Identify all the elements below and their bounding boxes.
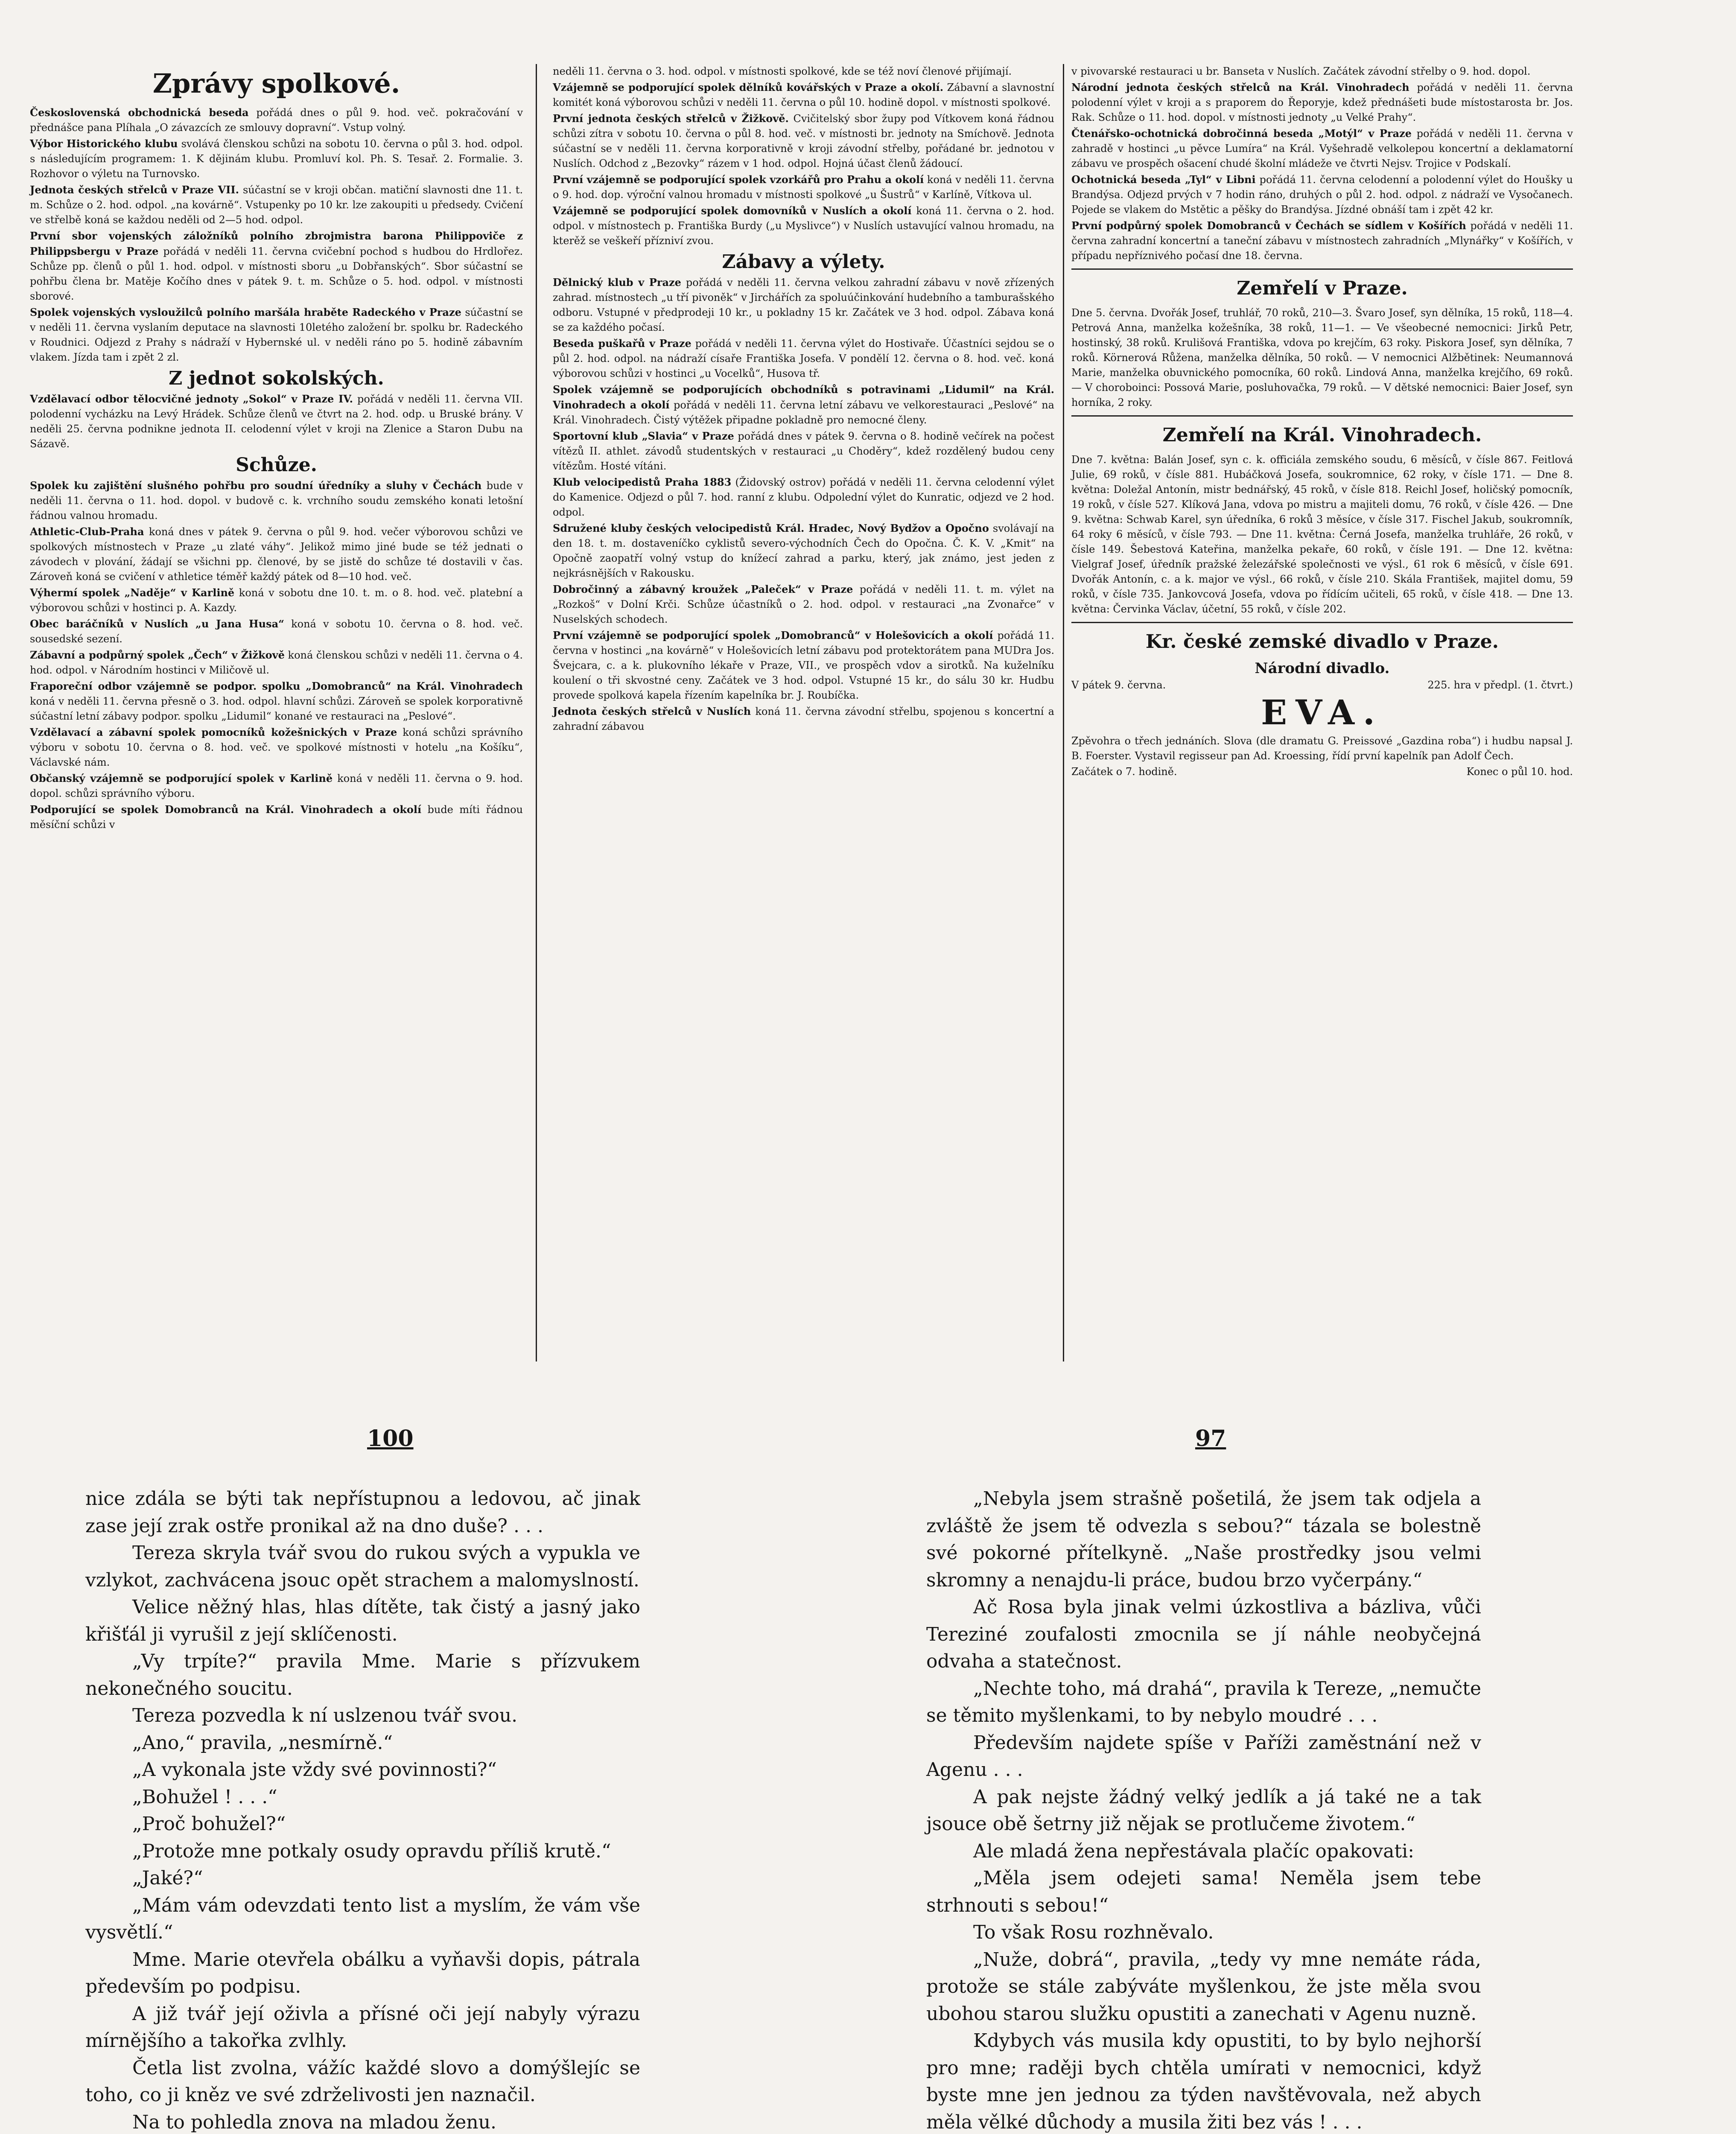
column-rule-1: [536, 64, 537, 1361]
story-paragraph: „Nuže, dobrá“, pravila, „tedy vy mne nemáte ráda, protože se stále zabýváte myšlenkou, že jste měla svou ubohou starou služku opustiti a zanechati v Agenu nuzně.: [926, 1948, 1481, 2025]
story-paragraph: „Protože mne potkaly osudy opravdu příliš krutě.“: [132, 1840, 611, 1862]
notice-body: Cvičitelský sbor župy pod Vítkovem koná řádnou schůzi zítra v sobotu 10. června o půl 8. hod. več. v místnosti br. jednoty na Smíchově. Jednota súčastní se v neděli 11. června korporativně v kroji závodní střelby, pořádané br. jednotou v Nuslích. Odchod z „Bezovky“ rázem v 1 hod. odpol. Hojná účast členů žádoucí.: [553, 113, 1054, 169]
theatre-time-row: [1071, 764, 1573, 779]
notice-entry: [30, 802, 523, 832]
story-paragraph: Mme. Marie otevřela obálku a vyňavši dopis, pátrala především po podpisu.: [85, 1948, 640, 1997]
story-paragraph: „Proč bohužel?“: [132, 1813, 286, 1835]
story-left-page: [85, 1485, 640, 2134]
notice-heading: Spolek vojenských vysloužilců polního maršála hraběte Radeckého v Praze: [30, 306, 461, 318]
notice-body: koná v neděli 11. června přesně o 3. hod. odpol. hlavní schůzi. Zároveň se spolek korporativně súčastní letní zábavy podpor. spolku „Lidumil“ konané ve restauraci na „Peslové“.: [30, 695, 523, 722]
notice-entry: [553, 521, 1054, 581]
notice-heading: Sportovní klub „Slavia“ v Praze: [553, 430, 734, 442]
vinohrady-text: Dne 7. května: Balán Josef, syn c. k. officiála zemského soudu, 6 měsíců, v čísle 867. Feitlová Julie, 69 roků, v čísle 881. Hubáčková Josefa, soukromnice, 62 roky, v čísle 171. — Dne 8. května: Doležal Antonín, mistr bednářský, 45 roků, v čísle 818. Reichl Josef, holičský pomocník, 19 roků, v čísle 527. Klíková Jana, vdova po mistru a majiteli domu, 76 roků, v čísle 426. — Dne 9. května: Schwab Karel, syn úředníka, 6 roků 3 měsíce, v čísle 317. Fischel Jakub, soukromník, 64 roky 6 měsíců, v čísle 793. — Dne 11. května: Černá Josefa, manželka truhláře, 26 roků, v čísle 149. Šebestová Kateřina, manželka pekaře, 60 roků, v čísle 191. — Dne 12. května: Vielgraf Josef, úředník pražské železářské společnosti ve výsl., 61 rok 6 měsíců, v čísle 691. Dvořák Antonín, c. a k. major ve výsl., 66 roků, v čísle 210. Skála František, majitel domu, 59 roků, v čísle 735. Jankovcová Josefa, vdova po řídícím učiteli, 65 roků, v čísle 418. — Dne 13. května: Červinka Václav, účetní, 55 roků, v čísle 202.: [1071, 454, 1573, 615]
notice-entry: [1071, 64, 1573, 79]
story-paragraph: Na to pohledla znova na mladou ženu.: [132, 2111, 496, 2133]
notice-body: pořádá dnes o půl 9. hod. več. pokračování v přednášce pana Plíhala „O závazcích ze smlouvy dopravní“. Vstup volný.: [30, 107, 523, 134]
notice-entry: [553, 475, 1054, 520]
theatre-subtitle: Národní divadlo.: [1255, 660, 1390, 677]
notice-heading: Ochotnická beseda „Tyl“ v Libni: [1071, 173, 1256, 186]
notice-entry: [30, 478, 523, 523]
column-left: [30, 64, 523, 833]
story-paragraph: Četla list zvolna, vážíc každé slovo a domýšlejíc se toho, co ji kněz ve své zdrželivosti jen naznačil.: [85, 2057, 640, 2106]
notice-entry: [1071, 218, 1573, 263]
notice-heading: Klub velocipedistů Praha 1883: [553, 476, 732, 488]
section-title-zemreli: Zemřelí v Praze.: [1237, 277, 1408, 299]
notice-entry: [553, 382, 1054, 428]
column-middle: [553, 64, 1054, 735]
story-paragraph: Tereza pozvedla k ní uslzenou tvář svou.: [132, 1705, 518, 1726]
theatre-description: Zpěvohra o třech jednáních. Slova (dle dramatu G. Preissové „Gazdina roba“) i hudbu napsal J. B. Foerster. Vystavil regisseur pan Ad. Kroessing, řídí první kapelník pan Adolf Čech.: [1071, 735, 1573, 762]
notice-entry: [30, 228, 523, 304]
story-paragraph: „A vykonala jste vždy své povinnosti?“: [132, 1759, 497, 1781]
story-paragraph: „Nebyla jsem strašně pošetilá, že jsem tak odjela a zvláště že jsem tě odvezla s sebou?“ tázala se bolestně své pokorné přítelkyně. „Naše prostředky jsou velmi skromny a nenajdu-li práce, budou brzo vyčerpány.“: [926, 1488, 1481, 1591]
notice-entry: [30, 647, 523, 678]
notice-heading: Vzájemně se podporující spolek domovníků v Nuslích a okolí: [553, 204, 912, 217]
notice-entry: [553, 275, 1054, 335]
section-title-schuze: Schůze.: [236, 454, 317, 476]
notice-entry: [1071, 126, 1573, 171]
notice-entry: [553, 111, 1054, 171]
notice-body: svolávají na den 18. t. m. dostaveníčko cyklistů severo-východních Čech do Opočna. Č. K. V. „Kmit“ na Opočně zaopatří volný vstup do knížecí zahrad a parku, který, jak známo, jest jeden z nejkrásnějších v Rakousku.: [553, 522, 1054, 579]
notice-heading: První sbor vojenských záložníků polního zbrojmistra barona Philippoviče z Philippsbergu v Praze: [30, 230, 523, 257]
notice-body: koná v sobotu 10. června o 8. hod. več. sousedské sezení.: [30, 618, 523, 645]
notice-entry: [30, 725, 523, 770]
page-number-left: 100: [367, 1426, 414, 1452]
notice-body: pořádá v neděli 11. června velkou zahradní zábavu v nově zřízených zahrad. místnostech „u tří pivoněk“ v Jirchářích za spoluúčinkování hudebního a tamburašského odboru. Vstupné v předprodeji 10 kr., u pokladny 15 kr. Začátek ve 3 hod. odpol. Zábava koná se za každého počasí.: [553, 277, 1054, 333]
notice-entry: [30, 616, 523, 647]
notice-body: v pivovarské restauraci u br. Banseta v Nuslích. Začátek závodní střelby o 9. hod. dopol.: [1071, 65, 1531, 77]
col2-entries-a: [553, 64, 1054, 248]
column-right: [1071, 64, 1573, 779]
notice-entry: [30, 182, 523, 227]
notice-body: bude v neděli 11. června o 11. hod. dopol. v budově c. k. vrchního soudu zemského konati letošní řádnou valnou hromadu.: [30, 480, 523, 522]
notice-heading: Podporující se spolek Domobranců na Král. Vinohradech a okolí: [30, 803, 422, 816]
theatre-title: Kr. české zemské divadlo v Praze.: [1145, 631, 1499, 653]
notice-body: súčastní se v neděli 11. června vyslaním deputace na slavnosti 10letého založení br. spolku br. Radeckého v Roudnici. Odjezd z Prahy s nádraží v Hybernské ul. v neděli ráno po 5. hodině zábavním vlakem. Jízda tam i zpět 2 zl.: [30, 306, 523, 363]
section-title-spolkove: Zprávy spolkové.: [152, 68, 400, 99]
notice-heading: Spolek ku zajištění slušného pohřbu pro soudní úředníky a sluhy v Čechách: [30, 479, 482, 492]
notice-body: pořádá v neděli 11. června VII. polodenní vycházku na Levý Hrádek. Schůze členů ve čtvrt na 2. hod. odp. u Bruské brány. V neděli 25. června podnikne jednota II. celodenní výlet v kroji na Zlenice a Staron Dubu na Sázavě.: [30, 393, 523, 450]
notice-body: koná dnes v pátek 9. června o půl 9. hod. večer výborovou schůzi ve spolkových místnostech v Praze „u zlaté váhy“. Jelikož mimo jiné bude se též jednati o závodech v plování, žádají se všichni pp. členové, by se jistě do schůze té dostavili v čas. Zároveň koná se cvičení v athletice téměř každý pátek od 8—10 hod. več.: [30, 526, 523, 583]
notice-heading: Výbor Historického klubu: [30, 137, 178, 150]
notice-body: koná 11. června závodní střelbu, spojenou s koncertní a zahradní zábavou: [553, 706, 1054, 732]
section-title-sokol: Z jednot sokolských.: [169, 367, 384, 389]
notice-heading: Athletic-Club-Praha: [30, 525, 144, 538]
notice-body: pořádá v neděli 11. června polodenní výlet v kroji a s praporem do Řeporyje, kdež přednášeti bude místostarosta br. Jos. Rak. Schůze o 11. hod. dopol. v místnosti jednoty „u Velké Prahy“.: [1071, 82, 1573, 123]
page-number-right: 97: [1195, 1426, 1226, 1452]
notice-heading: Národní jednota českých střelců na Král. Vinohradech: [1071, 81, 1409, 93]
notice-body: koná schůzi správního výboru v sobotu 10. června o 8. hod. več. ve spolkové místnosti v hotelu „na Košíku“, Václavské nám.: [30, 726, 523, 768]
section-title-zabavy: Zábavy a výlety.: [722, 251, 885, 273]
notice-entry: [553, 172, 1054, 202]
notice-body: pořádá v neděli 11. června zahradní koncertní a taneční zábavu v místnostech zahradních „Mlynářky“ v Košířích, v případu nepříznivého počasí dne 18. června.: [1071, 220, 1573, 262]
divider: [1071, 268, 1573, 270]
story-paragraph: A pak nejste žádný velký jedlík a já také ne a tak jsouce obě šetrny již nějak se protlučeme životem.“: [926, 1786, 1481, 1835]
notice-heading: První vzájemně se podporující spolek vzorkářů pro Prahu a okolí: [553, 173, 924, 186]
notice-body: neděli 11. června o 3. hod. odpol. v místnosti spolkové, kde se též noví členové přijímají.: [553, 65, 1012, 77]
story-paragraph: Ale mladá žena nepřestávala plačíc opakovati:: [973, 1840, 1415, 1862]
theatre-end: Konec o půl 10. hod.: [1466, 766, 1573, 778]
story-paragraph: Velice něžný hlas, hlas dítěte, tak čistý a jasný jako křišťál ji vyrušil z její sklíčenosti.: [85, 1596, 640, 1645]
notice-body: pořádá v neděli 11. června cvičební pochod s hudbou do Hrdlořez. Schůze pp. členů o půl 1. hod. odpol. v místnosti sboru „u Dobřanských“. Sbor súčastní se pohřbu člena br. Matěje Kočího dnes v pátek 9. t. m. Schůze o 5. hod. odpol. v místnosti sborové.: [30, 245, 523, 302]
story-paragraph: Ač Rosa byla jinak velmi úzkostliva a bázliva, vůči Tereziné zoufalosti zmocnila se jí náhle neobyčejná odvaha a statečnost.: [926, 1596, 1481, 1672]
notice-entry: [553, 336, 1054, 381]
story-paragraph: nice zdála se býti tak nepřístupnou a ledovou, ač jinak zase její zrak ostře pronikal až na dno duše? . . .: [85, 1488, 640, 1537]
notice-entry: [553, 429, 1054, 474]
notice-entry: [553, 203, 1054, 248]
col1-schuze-entries: [30, 478, 523, 832]
notice-body: bude míti řádnou měsíční schůzi v: [30, 804, 523, 831]
notice-body: svolává členskou schůzi na sobotu 10. června o půl 3. hod. odpol. s následujícím programem: 1. K dějinám klubu. Promluví kol. Ph. S. Tesař. 2. Formalie. 3. Rozhovor o výletu na Turnovsko.: [30, 138, 523, 180]
notice-heading: Obec baráčníků v Nuslích „u Jana Husa“: [30, 618, 284, 630]
notice-entry: [30, 524, 523, 584]
notice-heading: První vzájemně se podporující spolek „Domobranců“ v Holešovicích a okolí: [553, 629, 993, 641]
notice-body: pořádá 11. června celodenní a polodenní výlet do Houšky u Brandýsa. Odjezd prvých v 7 hodin ráno, druhých o půl 2. hod. odpol. z nádraží ve Vysočanech. Pojede se vlakem do Mstětic a pěšky do Brandýsa. Jízdné obnáší tam i zpět 42 kr.: [1071, 174, 1573, 216]
story-paragraph: A již tvář její oživla a přísné oči její nabyly výrazu mírnějšího a takořka zvlhly.: [85, 2003, 640, 2052]
notice-heading: Fraporeční odbor vzájemně se podpor. spolku „Domobranců“ na Král. Vinohradech: [30, 680, 523, 692]
notice-heading: Výhermí spolek „Naděje“ v Karlině: [30, 586, 235, 599]
theatre-date-row: [1071, 678, 1573, 693]
column-rule-2: [1063, 64, 1064, 1361]
theatre-play-title: EVA.: [1261, 692, 1383, 732]
notice-entry: [1071, 172, 1573, 217]
notice-body: pořádá v neděli 11. června letní zábavu ve velkorestauraci „Peslové“ na Král. Vinohradech. Čistý výtěžek připadne pokladně pro nemocné členy.: [553, 399, 1054, 426]
col1-entries: [30, 105, 523, 365]
notice-body: súčastní se v kroji občan. matiční slavnosti dne 11. t. m. Schůze o 2. hod. odpol. „na kovárně“. Vstupenky po 10 kr. lze zakoupiti u předsedy. Cvičení ve střelbě koná se každou neděli od 2—5 hod. odpol.: [30, 184, 523, 226]
notice-heading: Vzdělavací odbor tělocvičné jednoty „Sokol“ v Praze IV.: [30, 393, 353, 405]
notice-entry: [30, 105, 523, 135]
notice-body: pořádá v neděli 11. června výlet do Hostivaře. Účastníci sejdou se o půl 2. hod. odpol. na nádraží císaře Františka Josefa. V pondělí 12. června o 8. hod. več. koná výborovou schůzi v hostinci „u Vocelků“, Husova tř.: [553, 338, 1054, 379]
notice-entry: [30, 585, 523, 615]
notice-body: pořádá v neděli 11. června v zahradě v hostinci „u pěvce Lumíra“ na Král. Vyšehradě velkolepou koncertní a deklamatorní zábavu ve prospěch ošacení chudé školní mládeže ve čtvrti Nejsv. Trojice v Podskalí.: [1071, 128, 1573, 169]
story-paragraph: „Bohužel ! . . .“: [132, 1786, 277, 1808]
notice-heading: Zábavní a podpůrný spolek „Čech“ v Žižkově: [30, 649, 285, 661]
theatre-start: Začátek o 7. hodině.: [1071, 766, 1177, 778]
notice-entry: [30, 391, 523, 452]
notice-body: (Židovský ostrov) pořádá v neděli 11. června celodenní výlet do Kamenice. Odjezd o půl 7. hod. ranní z klubu. Odpolední výlet do Kunratic, odjezd ve 2 hod. odpol.: [553, 476, 1054, 518]
notice-heading: Čtenářsko-ochotnická dobročinná beseda „Motýl“ v Praze: [1071, 127, 1412, 140]
theatre-date: V pátek 9. června.: [1071, 679, 1166, 691]
divider: [1071, 622, 1573, 623]
section-title-vinohrady: Zemřelí na Král. Vinohradech.: [1162, 424, 1482, 446]
notice-heading: Spolek vzájemně se podporujících obchodníků s potravinami „Lidumil“ na Král. Vinohradech a okolí: [553, 383, 1054, 411]
notice-entry: [553, 582, 1054, 627]
notice-heading: Dobročinný a zábavný kroužek „Paleček“ v Praze: [553, 583, 853, 595]
notice-entry: [553, 80, 1054, 110]
notice-heading: Dělnický klub v Praze: [553, 276, 681, 289]
notice-heading: Československá obchodnická beseda: [30, 106, 249, 119]
notice-heading: Beseda puškařů v Praze: [553, 337, 691, 350]
notice-body: pořádá dnes v pátek 9. června o 8. hodině večírek na počest vítězů II. athlet. závodů studentských v restauraci „u Choděry“, kdež rozdělený budou ceny vítězům. Hosté vítáni.: [553, 430, 1054, 472]
notice-body: koná členskou schůzi v neděli 11. června o 4. hod. odpol. v Národním hostinci v Miličově ul.: [30, 649, 523, 676]
notice-body: pořádá 11. června v hostinci „na kovárně“ v Holešovicích letní zábavu pod protektorátem pana MUDra Jos. Švejcara, c. a k. plukovního lékaře v Praze, VII., ve prospěch vdov a sirotků. Na kuželníku koulení o tři skvostné ceny. Začátek ve 3 hod. odpol. Vstupné 15 kr., do sálu 30 kr. Hudbu provede spolková kapela řízením kapelníka br. J. Roubíčka.: [553, 630, 1054, 701]
col2-entries-b: [553, 275, 1054, 734]
notice-body: Zábavní a slavnostní komitét koná výborovou schůzi v neděli 11. června o půl 10. hodině dopol. v místnosti spolkové.: [553, 82, 1054, 108]
notice-entry: [30, 136, 523, 181]
notice-body: koná v neděli 11. června o 9. hod. dopol. schůzi správního výboru.: [30, 773, 523, 799]
notice-entry: [553, 704, 1054, 734]
notice-body: koná v neděli 11. června o 9. hod. dop. výroční valnou hromadu v místnosti spolkové „u Šustrů“ v Karlíně, Vítkova ul.: [553, 174, 1054, 201]
notice-body: koná v sobotu dne 10. t. m. o 8. hod. več. platební a výborovou schůzi v hostinci p. A. Kazdy.: [30, 587, 523, 614]
theatre-performance: 225. hra v předpl. (1. čtvrt.): [1427, 679, 1573, 691]
notice-heading: Občanský vzájemně se podporující spolek v Karlině: [30, 772, 333, 784]
divider: [1071, 415, 1573, 417]
notice-entry: [1071, 80, 1573, 125]
notice-entry: [30, 771, 523, 801]
notice-heading: Jednota českých střelců v Nuslích: [553, 705, 751, 717]
notice-entry: [30, 305, 523, 365]
notice-heading: Vzájemně se podporující spolek dělníků kovářských v Praze a okolí.: [553, 81, 944, 93]
notice-heading: Sdružené kluby českých velocipedistů Král. Hradec, Nový Bydžov a Opočno: [553, 522, 989, 534]
notice-body: pořádá v neděli 11. t. m. výlet na „Rozkoš“ v Dolní Krči. Schůze účastníků o 2. hod. odpol. v restauraci „na Zvonařce“ v Nuselských schodech.: [553, 583, 1054, 625]
col3-entries-a: [1071, 64, 1573, 263]
story-paragraph: „Ano,“ pravila, „nesmírně.“: [132, 1732, 393, 1754]
notice-heading: První podpůrný spolek Domobranců v Čechách se sídlem v Košířích: [1071, 219, 1466, 232]
notice-heading: První jednota českých střelců v Žižkově.: [553, 112, 789, 125]
notice-heading: Vzdělavací a zábavní spolek pomocníků kožešnických v Praze: [30, 726, 397, 738]
zemreli-text: Dne 5. června. Dvořák Josef, truhlář, 70 roků, 210—3. Švaro Josef, syn dělníka, 15 roků, 118—4. Petrová Anna, manželka kožešníka, 38 roků, 11—1. — Ve všeobecné nemocnici: Jirků Petr, hostinský, 38 roků. Krulišová Františka, vdova po krejčím, 63 roky. Piskora Josef, syn dělníka, 7 roků. Körnerová Růžena, manželka dělníka, 50 roků. — V nemocnici Alžbětinek: Neumannová Marie, manželka obuvnického pomocníka, 60 roků. Lindová Anna, manželka krejčího, 69 roků. — V choroboinci: Possová Marie, posluhovačka, 79 roků. — V dětské nemocnici: Baier Josef, syn horníka, 2 roky.: [1071, 307, 1573, 408]
story-paragraph: „Jaké?“: [132, 1867, 203, 1889]
story-paragraph: Především najdete spíše v Paříži zaměstnání než v Agenu . . .: [926, 1732, 1481, 1781]
notice-body: koná 11. června o 2. hod. odpol. v místnostech p. Františka Burdy („u Myslivce“) v Nuslích ustavující valnou hromadu, na kterěž se veškeří přízniví zvou.: [553, 205, 1054, 247]
notice-heading: Jednota českých střelců v Praze VII.: [30, 184, 239, 196]
notice-entry: [553, 628, 1054, 703]
notice-entry: [553, 64, 1054, 79]
story-paragraph: „Měla jsem odejeti sama! Neměla jsem tebe strhnouti s sebou!“: [926, 1867, 1481, 1916]
story-paragraph: Kdybych vás musila kdy opustiti, to by bylo nejhorší pro mne; raději bych chtěla umírati v nemocnici, když byste mne jen jednou za týden navštěvovala, než abych měla vělké důchody a musila žiti bez vás ! . . .: [926, 2030, 1481, 2133]
col1-sokol-entries: [30, 391, 523, 452]
notice-entry: [30, 679, 523, 724]
story-paragraph: „Vy trpíte?“ pravila Mme. Marie s přízvukem nekonečného soucitu.: [85, 1650, 640, 1700]
story-paragraph: To však Rosu rozhněvalo.: [973, 1921, 1214, 1943]
story-paragraph: „Mám vám odevzdati tento list a myslím, že vám vše vysvětlí.“: [85, 1894, 640, 1943]
story-paragraph: Tereza skryla tvář svou do rukou svých a vypukla ve vzlykot, zachvácena jsouc opět strachem a malomyslností.: [85, 1542, 640, 1591]
story-paragraph: „Nechte toho, má drahá“, pravila k Tereze, „nemučte se těmito myšlenkami, to by nebylo moudré . . .: [926, 1677, 1481, 1726]
story-right-page: [926, 1485, 1481, 2134]
